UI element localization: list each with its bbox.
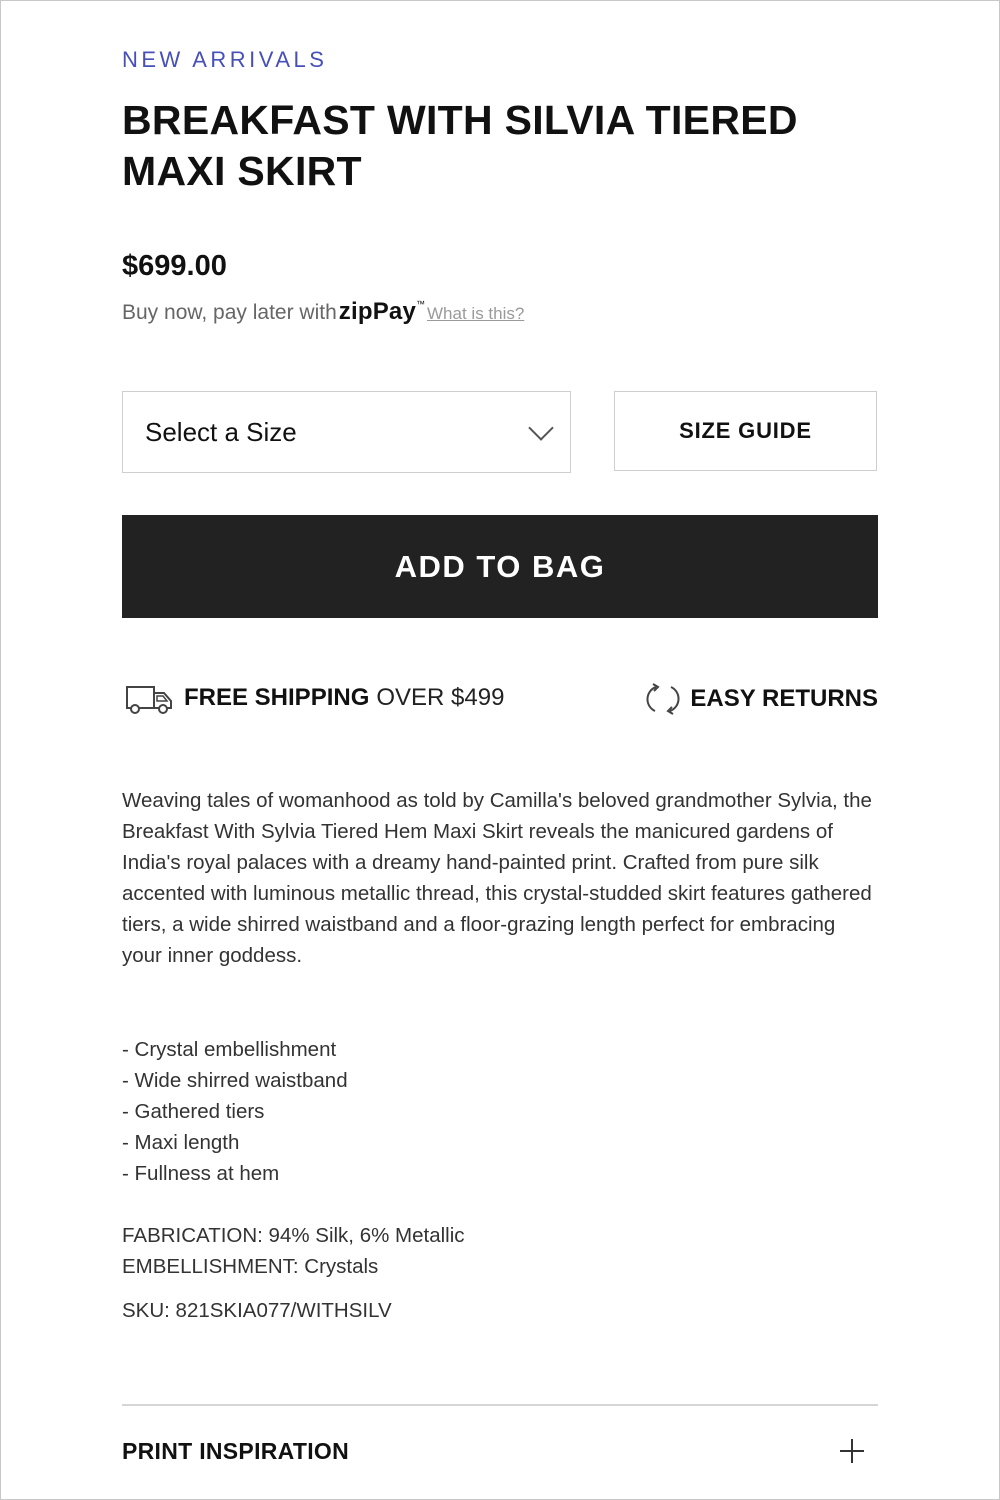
plus-icon[interactable] (840, 1439, 864, 1463)
product-description: Weaving tales of womanhood as told by Camilla's beloved grandmother Sylvia, the Breakfast With Sylvia Tiered Hem Maxi Skirt reveals the manicured gardens of India's royal palaces with a dreamy hand-painted print. Crafted from pure silk accented with luminous metallic thread, this crystal-studded skirt features gathered tiers, a wide shirred waistband and a floor-grazing length perfect for embracing your inner goddess. (122, 789, 872, 967)
print-inspiration-accordion[interactable] (122, 1421, 878, 1481)
embellishment-spec: EMBELLISHMENT: Crystals (122, 1255, 379, 1278)
list-item: - Wide shirred waistband (122, 1065, 348, 1096)
list-item: - Fullness at hem (122, 1158, 348, 1189)
perks-row (122, 681, 878, 721)
product-sku: SKU: 821SKIA077/WITHSILV (122, 1299, 392, 1322)
product-price: $699.00 (122, 250, 227, 282)
add-to-bag-button[interactable]: ADD TO BAG (122, 515, 878, 618)
bnpl-help-link[interactable]: What is this? (427, 304, 525, 323)
zippay-logo: zipPay (338, 298, 417, 325)
list-item: - Gathered tiers (122, 1096, 348, 1127)
easy-returns-label: EASY RETURNS (690, 685, 878, 712)
size-select-label: Select a Size (145, 416, 297, 447)
chevron-down-icon (528, 415, 553, 440)
bnpl-text: Buy now, pay later with (122, 301, 337, 324)
product-title: BREAKFAST WITH SILVIA TIERED MAXI SKIRT (122, 97, 798, 194)
list-item: - Crystal embellishment (122, 1034, 348, 1065)
fabrication-spec: FABRICATION: 94% Silk, 6% Metallic (122, 1224, 465, 1247)
truck-icon (124, 681, 174, 715)
size-select[interactable] (122, 391, 571, 473)
accordion-label: PRINT INSPIRATION (122, 1437, 350, 1464)
zippay-trademark: ™ (416, 299, 426, 309)
easy-returns-perk (646, 681, 878, 717)
size-guide-button[interactable]: SIZE GUIDE (614, 391, 877, 471)
free-shipping-label: FREE SHIPPING (184, 684, 370, 711)
list-item: - Maxi length (122, 1127, 348, 1158)
section-divider (122, 1404, 878, 1406)
free-shipping-threshold: OVER $499 (376, 684, 505, 711)
feature-list (122, 1034, 348, 1189)
bnpl-message (122, 298, 524, 326)
category-label[interactable]: NEW ARRIVALS (122, 47, 328, 72)
product-specs (122, 1220, 465, 1282)
refresh-icon (646, 681, 680, 717)
free-shipping-perk (124, 681, 504, 715)
